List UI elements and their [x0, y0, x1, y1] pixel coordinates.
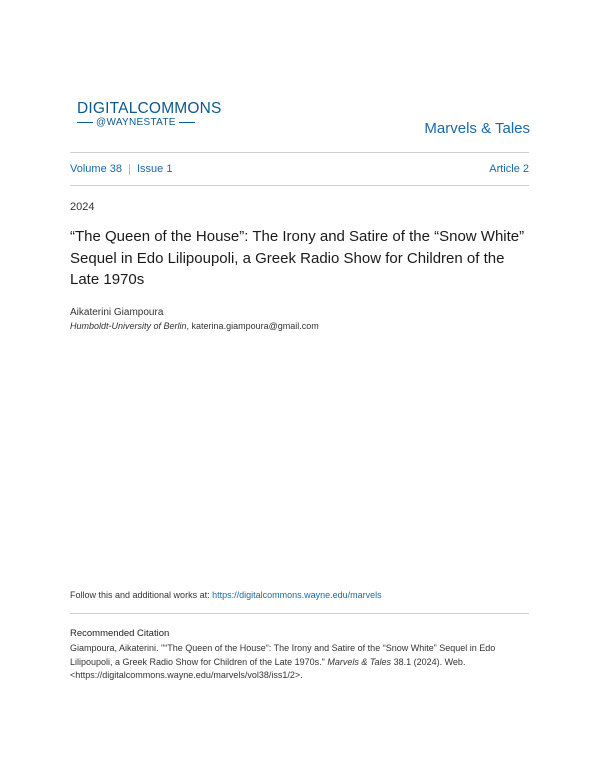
recommended-citation-heading: Recommended Citation: [70, 628, 170, 639]
volume-link[interactable]: Volume 38: [70, 163, 122, 175]
issue-separator: [129, 164, 130, 175]
author-affiliation: [70, 321, 319, 331]
issue-divider: [70, 185, 529, 186]
logo-rule-right: [179, 122, 195, 123]
journal-title-link[interactable]: Marvels & Tales: [424, 120, 530, 137]
citation-journal: Marvels & Tales: [327, 656, 392, 667]
affiliation-institution: Humboldt-University of Berlin: [70, 321, 187, 331]
author-name: Aikaterini Giampoura: [70, 307, 164, 318]
author-email: , katerina.giampoura@gmail.com: [186, 321, 319, 331]
logo-sub-text: @WAYNESTATE: [96, 117, 176, 128]
article-link[interactable]: Article 2: [489, 163, 529, 175]
digitalcommons-logo[interactable]: [77, 100, 222, 128]
publication-year: 2024: [70, 201, 95, 213]
issue-link[interactable]: Issue 1: [136, 163, 173, 175]
bottom-divider: [70, 613, 529, 614]
logo-wordmark: DIGITALCOMMONS: [77, 100, 222, 117]
logo-subline: [77, 117, 217, 128]
top-divider: [70, 152, 529, 153]
logo-rule-left: [77, 122, 93, 123]
follow-link[interactable]: https://digitalcommons.wayne.edu/marvels: [212, 590, 382, 600]
citation-part-2: 38.1 (2024). Web. <https://digitalcommons.wayne.edu/marvels/vol38/iss1/2>.: [70, 656, 466, 680]
article-title: “The Queen of the House”: The Irony and Satire of the “Snow White” Sequel in Edo Lilipoupoli, a Greek Radio Show for Children of the Late 1970s: [70, 228, 525, 288]
citation-text: [70, 642, 532, 683]
follow-line: [70, 590, 382, 600]
citation-part-1: Giampoura, Aikaterini. "“The Queen of the House”: The Irony and Satire of the “Snow White” Sequel in Edo Lilipoupoli, a Greek Radio Show for Children of the Late 1970s.": [70, 643, 496, 667]
issue-bar: [70, 163, 529, 175]
follow-text: Follow this and additional works at:: [70, 590, 213, 600]
